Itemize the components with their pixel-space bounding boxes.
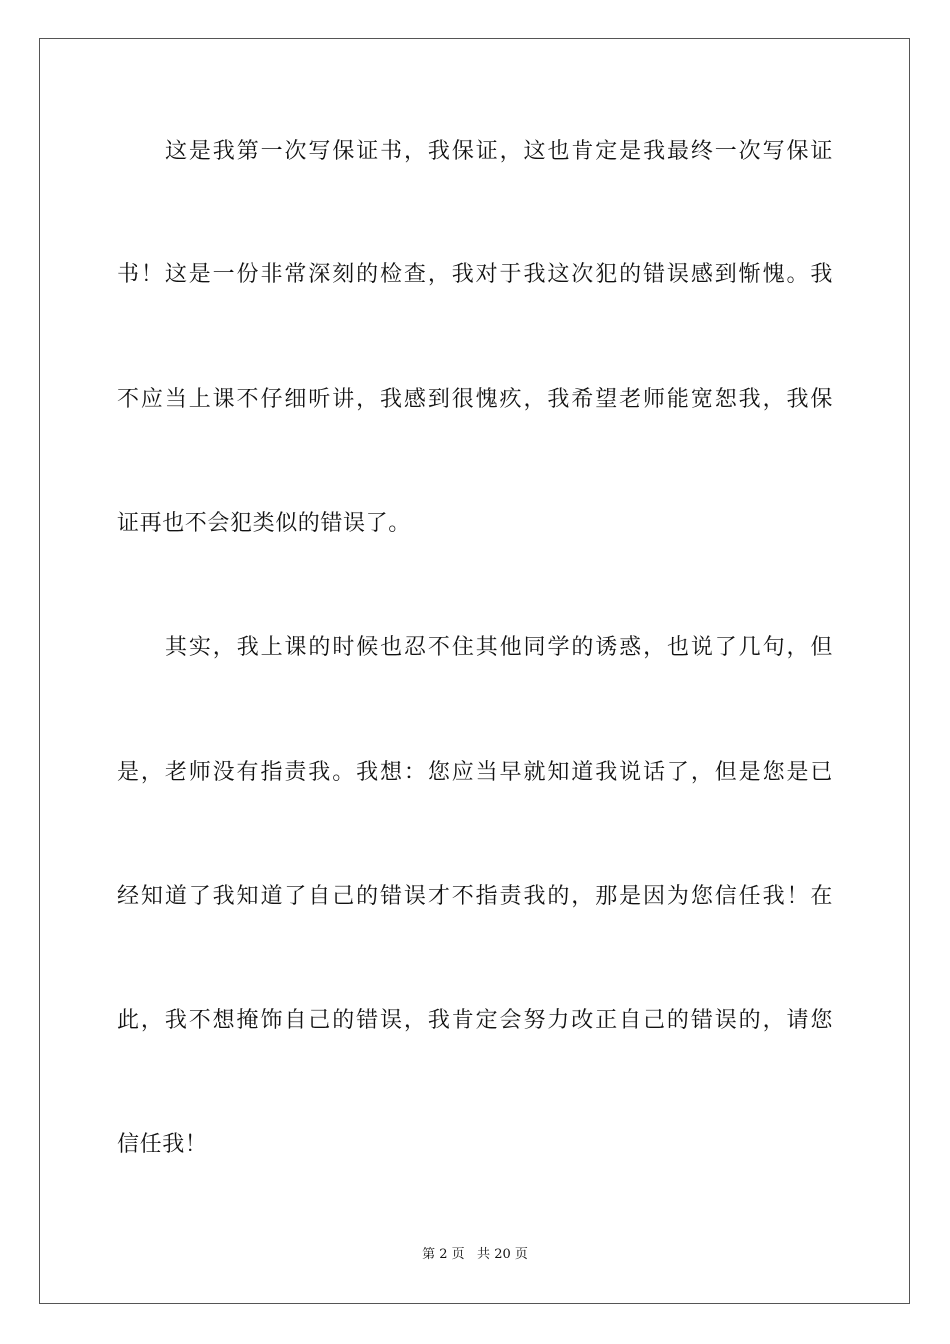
paragraph-2-line-4: 此，我不想掩饰自己的错误，我肯定会努力改正自己的错误的，请您: [117, 1008, 833, 1033]
page-number-footer: 第 2 页 共 20 页: [422, 1247, 528, 1262]
paragraph-2-line-1: 其实，我上课的时候也忍不住其他同学的诱惑，也说了几句，但: [165, 635, 833, 660]
paragraph-1-line-1: 这是我第一次写保证书，我保证，这也肯定是我最终一次写保证: [165, 139, 833, 164]
page-border: [39, 38, 910, 1304]
paragraph-1-line-3: 不应当上课不仔细听讲，我感到很愧疚，我希望老师能宽恕我，我保: [117, 387, 833, 412]
paragraph-1-line-4: 证再也不会犯类似的错误了。: [117, 511, 411, 536]
paragraph-1-line-2: 书！这是一份非常深刻的检查，我对于我这次犯的错误感到惭愧。我: [117, 262, 833, 287]
paragraph-2-line-5: 信任我！: [117, 1132, 208, 1157]
paragraph-2-line-2: 是，老师没有指责我。我想：您应当早就知道我说话了，但是您是已: [117, 760, 833, 785]
paragraph-2-line-3: 经知道了我知道了自己的错误才不指责我的，那是因为您信任我！在: [117, 884, 833, 909]
